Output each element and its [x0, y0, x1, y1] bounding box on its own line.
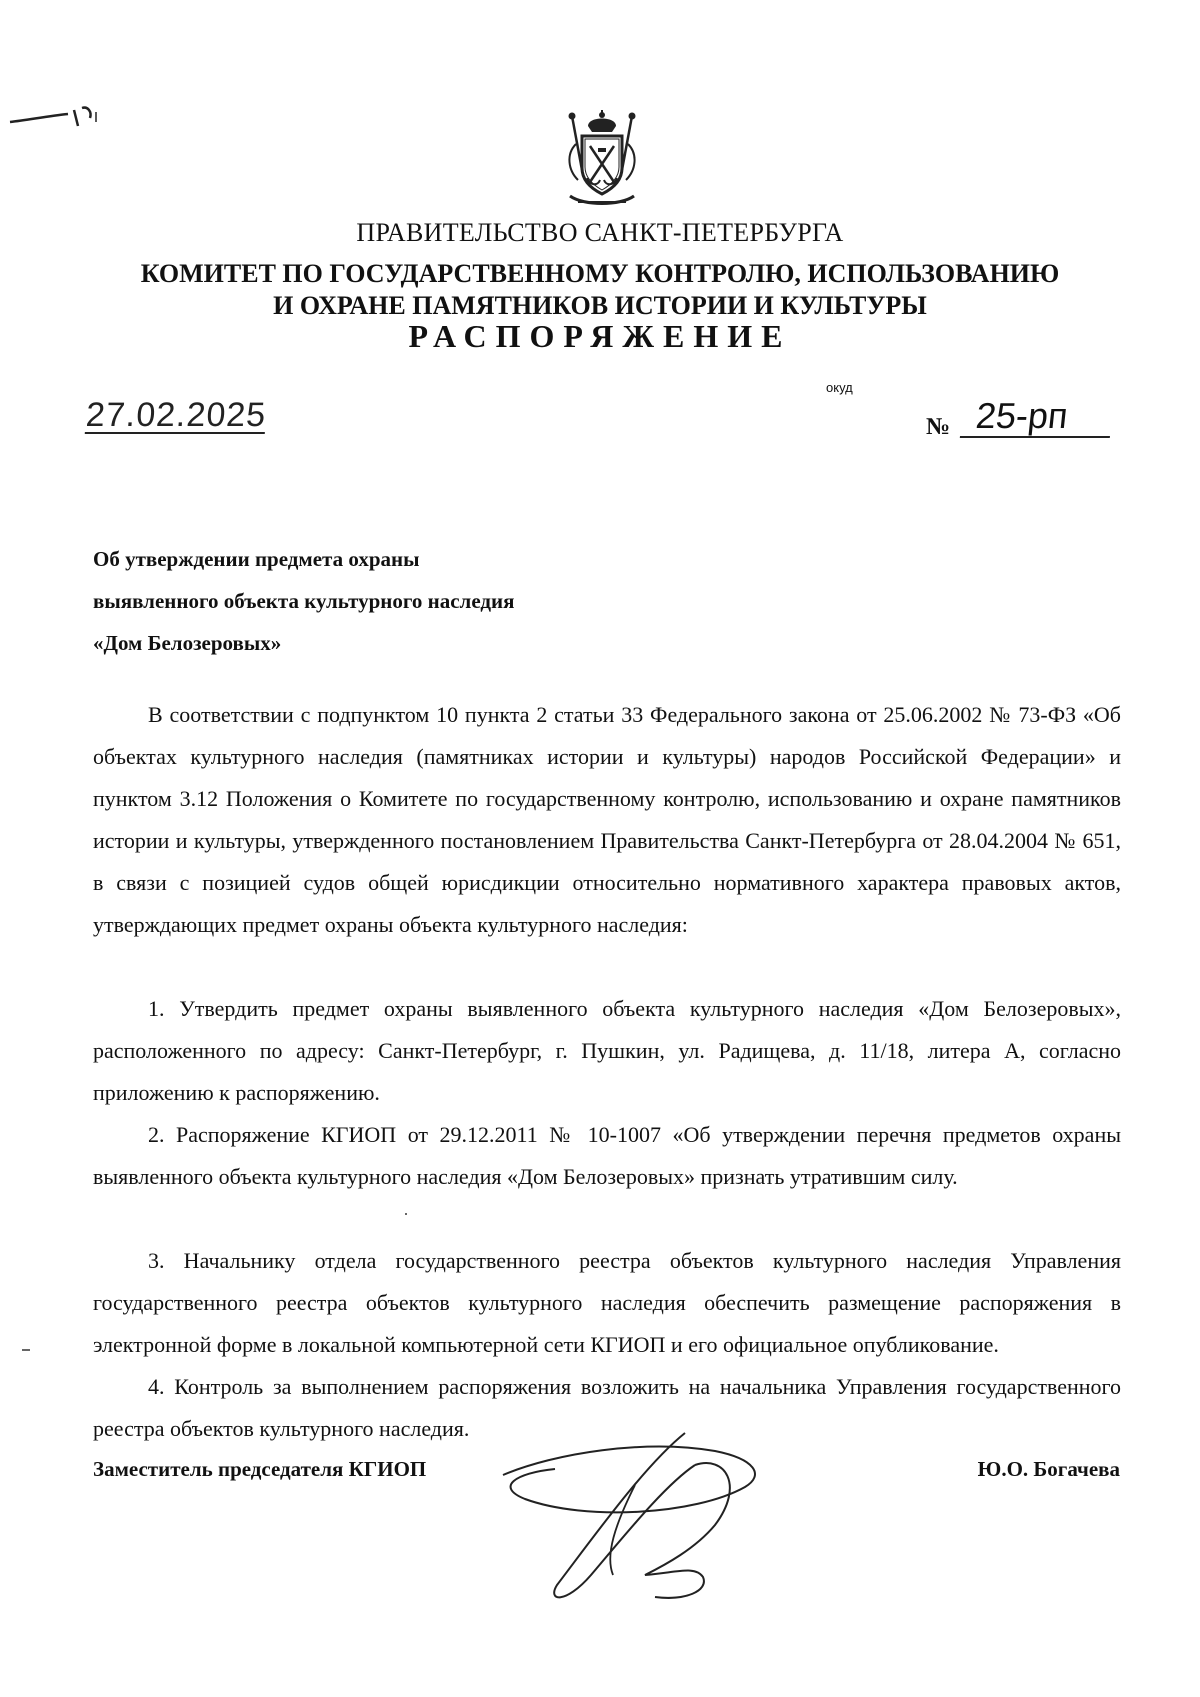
item-2-paragraph: 2. Распоряжение КГИОП от 29.12.2011 № 10-1007 «Об утверждении перечня предметов охраны выявленного объекта культурного наследия «Дом Белозеровых» признать утратившим силу.: [93, 1122, 1121, 1189]
intro-paragraph: В соответствии с подпунктом 10 пункта 2 статьи 33 Федерального закона от 25.06.2002 № 73-ФЗ «Об объектах культурного наследия (памятниках истории и культуры) народов Российской Федерации» и пунктом 3.12 Положения о Комитете по государственному контролю, использованию и охране памятников истории и культуры, утвержденного постановлением Правительства Санкт-Петербурга от 28.04.2004 № 651, в связи с позицией судов общей юрисдикции относительно нормативного характера правовых актов, утверждающих предмет охраны объекта культурного наследия:: [93, 702, 1121, 937]
signatory-title: Заместитель председателя КГИОП: [93, 1457, 427, 1481]
document-subject: [93, 538, 514, 664]
item-4-paragraph: 4. Контроль за выполнением распоряжения возложить на начальника Управления государственного реестра объектов культурного наследия.: [93, 1374, 1121, 1441]
committee-title: [0, 258, 1200, 322]
handwritten-signature-icon: [495, 1425, 825, 1615]
scan-artifact: [22, 1349, 30, 1351]
item-1-paragraph: 1. Утвердить предмет охраны выявленного объекта культурного наследия «Дом Белозеровых», расположенного по адресу: Санкт-Петербург, г. Пушкин, ул. Радищева, д. 11/18, литера А, согласно приложению к распоряжению.: [93, 996, 1121, 1105]
signatory-name: Ю.О. Богачева: [977, 1457, 1120, 1481]
government-title: ПРАВИТЕЛЬСТВО САНКТ-ПЕТЕРБУРГА: [356, 218, 844, 247]
subject-line-2: выявленного объекта культурного наследия: [93, 589, 515, 613]
scan-artifact: [405, 1213, 407, 1215]
committee-title-line-2: И ОХРАНЕ ПАМЯТНИКОВ ИСТОРИИ И КУЛЬТУРЫ: [273, 291, 927, 320]
number-label: №: [926, 414, 951, 440]
coat-of-arms-icon: [554, 110, 650, 210]
committee-title-line-1: КОМИТЕТ ПО ГОСУДАРСТВЕННОМУ КОНТРОЛЮ, ИСПОЛЬЗОВАНИЮ: [140, 259, 1060, 288]
document-type: РАСПОРЯЖЕНИЕ: [408, 318, 792, 354]
document-date: 27.02.2025: [84, 396, 268, 434]
subject-line-3: «Дом Белозеровых»: [93, 631, 282, 655]
item-3-paragraph: 3. Начальнику отдела государственного реестра объектов культурного наследия Управления государственного реестра объектов культурного наследия обеспечить размещение распоряжения в электронной форме в локальной компьютерной сети КГИОП и его официальное опубликование.: [93, 1248, 1121, 1357]
corner-mark-icon: [8, 104, 98, 134]
okud-label: окуд: [826, 380, 853, 395]
document-number: 25-рп: [960, 396, 1114, 438]
subject-line-1: Об утверждении предмета охраны: [93, 547, 420, 571]
